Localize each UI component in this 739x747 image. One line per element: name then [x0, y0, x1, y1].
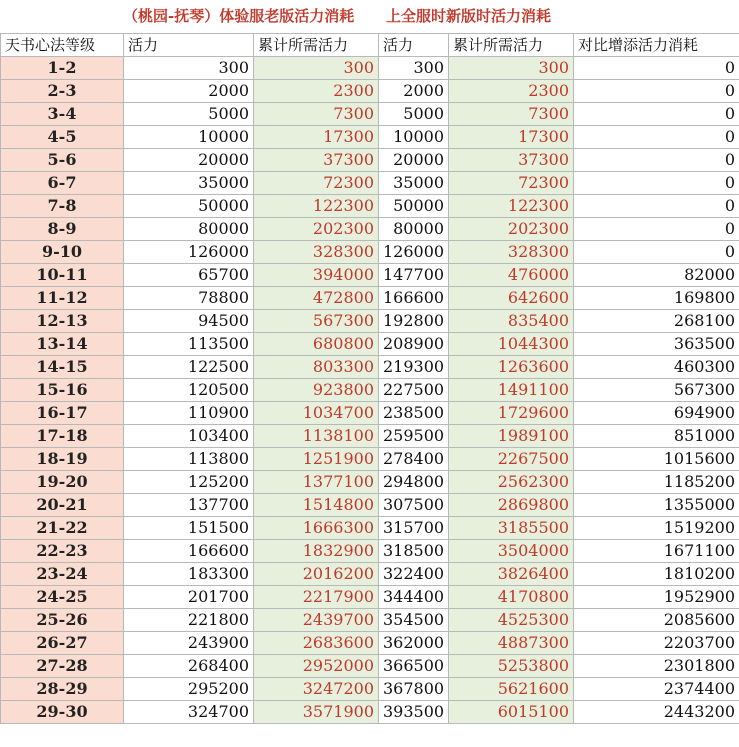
cell-level: 3-4 — [1, 103, 124, 126]
cell-new-energy: 354500 — [379, 609, 449, 632]
cell-new-cumulative: 2267500 — [449, 448, 574, 471]
table-row — [1, 333, 739, 356]
cell-old-energy: 137700 — [124, 494, 254, 517]
cell-new-cumulative: 835400 — [449, 310, 574, 333]
cell-level: 5-6 — [1, 149, 124, 172]
cell-difference: 1185200 — [574, 471, 739, 494]
cell-difference: 0 — [574, 241, 739, 264]
cell-new-energy: 147700 — [379, 264, 449, 287]
table-row — [1, 126, 739, 149]
cell-old-cumulative: 1138100 — [254, 425, 379, 448]
cell-old-cumulative: 567300 — [254, 310, 379, 333]
table-row — [1, 494, 739, 517]
cell-old-cumulative: 3571900 — [254, 701, 379, 724]
table-row — [1, 310, 739, 333]
table-row — [1, 563, 739, 586]
cell-difference: 82000 — [574, 264, 739, 287]
cell-new-energy: 238500 — [379, 402, 449, 425]
cell-difference: 1810200 — [574, 563, 739, 586]
table-row — [1, 287, 739, 310]
header-new-cumulative: 累计所需活力 — [449, 34, 574, 57]
cell-new-cumulative: 328300 — [449, 241, 574, 264]
table-row — [1, 471, 739, 494]
cell-level: 22-23 — [1, 540, 124, 563]
cell-old-energy: 300 — [124, 57, 254, 80]
cell-level: 15-16 — [1, 379, 124, 402]
cell-new-energy: 315700 — [379, 517, 449, 540]
table-row — [1, 655, 739, 678]
cell-level: 7-8 — [1, 195, 124, 218]
cell-old-energy: 122500 — [124, 356, 254, 379]
cell-new-cumulative: 2562300 — [449, 471, 574, 494]
cell-difference: 1015600 — [574, 448, 739, 471]
cell-old-energy: 10000 — [124, 126, 254, 149]
cell-new-cumulative: 476000 — [449, 264, 574, 287]
cell-new-cumulative: 3185500 — [449, 517, 574, 540]
cell-new-energy: 307500 — [379, 494, 449, 517]
cell-old-cumulative: 2952000 — [254, 655, 379, 678]
cell-old-energy: 166600 — [124, 540, 254, 563]
cell-new-cumulative: 5253800 — [449, 655, 574, 678]
cell-level: 6-7 — [1, 172, 124, 195]
cell-old-energy: 120500 — [124, 379, 254, 402]
energy-cost-table — [0, 33, 739, 724]
cell-old-energy: 201700 — [124, 586, 254, 609]
cell-new-cumulative: 1989100 — [449, 425, 574, 448]
cell-new-energy: 362000 — [379, 632, 449, 655]
table-row — [1, 264, 739, 287]
cell-new-energy: 322400 — [379, 563, 449, 586]
cell-new-cumulative: 4887300 — [449, 632, 574, 655]
cell-new-cumulative: 642600 — [449, 287, 574, 310]
cell-new-cumulative: 1044300 — [449, 333, 574, 356]
cell-new-energy: 10000 — [379, 126, 449, 149]
cell-new-energy: 166600 — [379, 287, 449, 310]
cell-level: 25-26 — [1, 609, 124, 632]
cell-old-energy: 113800 — [124, 448, 254, 471]
cell-old-energy: 65700 — [124, 264, 254, 287]
cell-level: 21-22 — [1, 517, 124, 540]
cell-old-energy: 5000 — [124, 103, 254, 126]
cell-old-energy: 125200 — [124, 471, 254, 494]
table-row — [1, 195, 739, 218]
cell-old-cumulative: 17300 — [254, 126, 379, 149]
cell-old-cumulative: 202300 — [254, 218, 379, 241]
header-row — [1, 34, 739, 57]
cell-difference: 0 — [574, 126, 739, 149]
cell-level: 13-14 — [1, 333, 124, 356]
cell-new-energy: 318500 — [379, 540, 449, 563]
cell-old-cumulative: 2439700 — [254, 609, 379, 632]
cell-new-energy: 80000 — [379, 218, 449, 241]
cell-difference: 1952900 — [574, 586, 739, 609]
table-row — [1, 80, 739, 103]
cell-new-energy: 126000 — [379, 241, 449, 264]
cell-difference: 1519200 — [574, 517, 739, 540]
cell-old-energy: 126000 — [124, 241, 254, 264]
cell-new-energy: 259500 — [379, 425, 449, 448]
cell-difference: 1355000 — [574, 494, 739, 517]
cell-new-cumulative: 300 — [449, 57, 574, 80]
cell-new-cumulative: 1263600 — [449, 356, 574, 379]
cell-level: 20-21 — [1, 494, 124, 517]
cell-new-energy: 192800 — [379, 310, 449, 333]
cell-old-cumulative: 37300 — [254, 149, 379, 172]
table-row — [1, 172, 739, 195]
cell-difference: 0 — [574, 80, 739, 103]
cell-old-energy: 80000 — [124, 218, 254, 241]
cell-level: 10-11 — [1, 264, 124, 287]
cell-new-energy: 208900 — [379, 333, 449, 356]
cell-old-cumulative: 300 — [254, 57, 379, 80]
cell-new-energy: 367800 — [379, 678, 449, 701]
cell-new-energy: 219300 — [379, 356, 449, 379]
cell-difference: 2374400 — [574, 678, 739, 701]
table-row — [1, 448, 739, 471]
cell-old-energy: 2000 — [124, 80, 254, 103]
cell-new-energy: 35000 — [379, 172, 449, 195]
header-difference: 对比增添活力消耗 — [574, 34, 739, 57]
cell-old-cumulative: 2217900 — [254, 586, 379, 609]
cell-new-cumulative: 37300 — [449, 149, 574, 172]
cell-new-energy: 227500 — [379, 379, 449, 402]
cell-old-energy: 243900 — [124, 632, 254, 655]
cell-old-cumulative: 472800 — [254, 287, 379, 310]
cell-difference: 363500 — [574, 333, 739, 356]
cell-level: 28-29 — [1, 678, 124, 701]
cell-difference: 0 — [574, 149, 739, 172]
cell-old-cumulative: 680800 — [254, 333, 379, 356]
cell-difference: 851000 — [574, 425, 739, 448]
cell-old-cumulative: 803300 — [254, 356, 379, 379]
cell-old-cumulative: 394000 — [254, 264, 379, 287]
table-row — [1, 609, 739, 632]
cell-old-energy: 295200 — [124, 678, 254, 701]
header-new-energy: 活力 — [379, 34, 449, 57]
cell-new-energy: 50000 — [379, 195, 449, 218]
cell-level: 26-27 — [1, 632, 124, 655]
header-old-energy: 活力 — [124, 34, 254, 57]
cell-old-cumulative: 72300 — [254, 172, 379, 195]
cell-old-energy: 113500 — [124, 333, 254, 356]
cell-old-cumulative: 1251900 — [254, 448, 379, 471]
cell-old-energy: 35000 — [124, 172, 254, 195]
cell-old-cumulative: 1034700 — [254, 402, 379, 425]
table-row — [1, 678, 739, 701]
cell-new-energy: 2000 — [379, 80, 449, 103]
cell-difference: 268100 — [574, 310, 739, 333]
cell-old-cumulative: 7300 — [254, 103, 379, 126]
table-row — [1, 218, 739, 241]
cell-level: 17-18 — [1, 425, 124, 448]
cell-old-energy: 268400 — [124, 655, 254, 678]
cell-old-energy: 20000 — [124, 149, 254, 172]
header-level: 天书心法等级 — [1, 34, 124, 57]
cell-new-energy: 278400 — [379, 448, 449, 471]
table-row — [1, 379, 739, 402]
table-body — [1, 57, 739, 724]
cell-level: 24-25 — [1, 586, 124, 609]
cell-old-cumulative: 1666300 — [254, 517, 379, 540]
cell-new-cumulative: 3826400 — [449, 563, 574, 586]
table-row — [1, 517, 739, 540]
cell-old-cumulative: 1514800 — [254, 494, 379, 517]
cell-new-energy: 20000 — [379, 149, 449, 172]
cell-old-energy: 78800 — [124, 287, 254, 310]
cell-level: 9-10 — [1, 241, 124, 264]
cell-new-energy: 5000 — [379, 103, 449, 126]
cell-difference: 0 — [574, 57, 739, 80]
cell-old-energy: 50000 — [124, 195, 254, 218]
cell-level: 2-3 — [1, 80, 124, 103]
cell-new-cumulative: 7300 — [449, 103, 574, 126]
group-title-row — [0, 0, 739, 33]
cell-old-cumulative: 2300 — [254, 80, 379, 103]
cell-level: 14-15 — [1, 356, 124, 379]
table-row — [1, 103, 739, 126]
cell-new-cumulative: 122300 — [449, 195, 574, 218]
table-row — [1, 356, 739, 379]
table-row — [1, 57, 739, 80]
cell-level: 18-19 — [1, 448, 124, 471]
old-server-title: （桃园-抚琴）体验服老版活力消耗 — [123, 7, 355, 25]
cell-new-cumulative: 1491100 — [449, 379, 574, 402]
cell-old-cumulative: 2683600 — [254, 632, 379, 655]
cell-old-cumulative: 122300 — [254, 195, 379, 218]
table-row — [1, 402, 739, 425]
cell-new-energy: 344400 — [379, 586, 449, 609]
cell-old-energy: 94500 — [124, 310, 254, 333]
cell-new-cumulative: 17300 — [449, 126, 574, 149]
cell-old-energy: 110900 — [124, 402, 254, 425]
cell-new-energy: 393500 — [379, 701, 449, 724]
cell-level: 29-30 — [1, 701, 124, 724]
cell-difference: 2203700 — [574, 632, 739, 655]
cell-difference: 2085600 — [574, 609, 739, 632]
cell-old-energy: 324700 — [124, 701, 254, 724]
cell-level: 4-5 — [1, 126, 124, 149]
cell-level: 16-17 — [1, 402, 124, 425]
table-row — [1, 540, 739, 563]
cell-difference: 0 — [574, 103, 739, 126]
cell-difference: 169800 — [574, 287, 739, 310]
cell-new-cumulative: 6015100 — [449, 701, 574, 724]
table-row — [1, 632, 739, 655]
header-old-cumulative: 累计所需活力 — [254, 34, 379, 57]
cell-level: 23-24 — [1, 563, 124, 586]
cell-new-cumulative: 1729600 — [449, 402, 574, 425]
table-row — [1, 149, 739, 172]
cell-level: 8-9 — [1, 218, 124, 241]
cell-level: 19-20 — [1, 471, 124, 494]
cell-level: 11-12 — [1, 287, 124, 310]
cell-new-cumulative: 4525300 — [449, 609, 574, 632]
cell-difference: 567300 — [574, 379, 739, 402]
cell-old-energy: 183300 — [124, 563, 254, 586]
cell-difference: 2301800 — [574, 655, 739, 678]
cell-new-cumulative: 72300 — [449, 172, 574, 195]
cell-difference: 694900 — [574, 402, 739, 425]
cell-old-cumulative: 1832900 — [254, 540, 379, 563]
cell-difference: 0 — [574, 218, 739, 241]
cell-new-energy: 294800 — [379, 471, 449, 494]
cell-new-cumulative: 2869800 — [449, 494, 574, 517]
cell-new-cumulative: 202300 — [449, 218, 574, 241]
cell-old-cumulative: 3247200 — [254, 678, 379, 701]
cell-old-cumulative: 1377100 — [254, 471, 379, 494]
cell-old-cumulative: 328300 — [254, 241, 379, 264]
new-server-title: 上全服时新版时活力消耗 — [386, 7, 552, 25]
cell-difference: 2443200 — [574, 701, 739, 724]
cell-new-cumulative: 4170800 — [449, 586, 574, 609]
cell-level: 12-13 — [1, 310, 124, 333]
cell-old-energy: 151500 — [124, 517, 254, 540]
table-row — [1, 586, 739, 609]
cell-difference: 0 — [574, 195, 739, 218]
cell-difference: 1671100 — [574, 540, 739, 563]
table-row — [1, 425, 739, 448]
cell-level: 1-2 — [1, 57, 124, 80]
cell-level: 27-28 — [1, 655, 124, 678]
cell-new-energy: 366500 — [379, 655, 449, 678]
cell-new-cumulative: 3504000 — [449, 540, 574, 563]
cell-old-energy: 103400 — [124, 425, 254, 448]
table-row — [1, 701, 739, 724]
cell-new-cumulative: 5621600 — [449, 678, 574, 701]
cell-old-energy: 221800 — [124, 609, 254, 632]
cell-difference: 0 — [574, 172, 739, 195]
cell-old-cumulative: 923800 — [254, 379, 379, 402]
cell-difference: 460300 — [574, 356, 739, 379]
table-row — [1, 241, 739, 264]
cell-old-cumulative: 2016200 — [254, 563, 379, 586]
cell-new-cumulative: 2300 — [449, 80, 574, 103]
cell-new-energy: 300 — [379, 57, 449, 80]
